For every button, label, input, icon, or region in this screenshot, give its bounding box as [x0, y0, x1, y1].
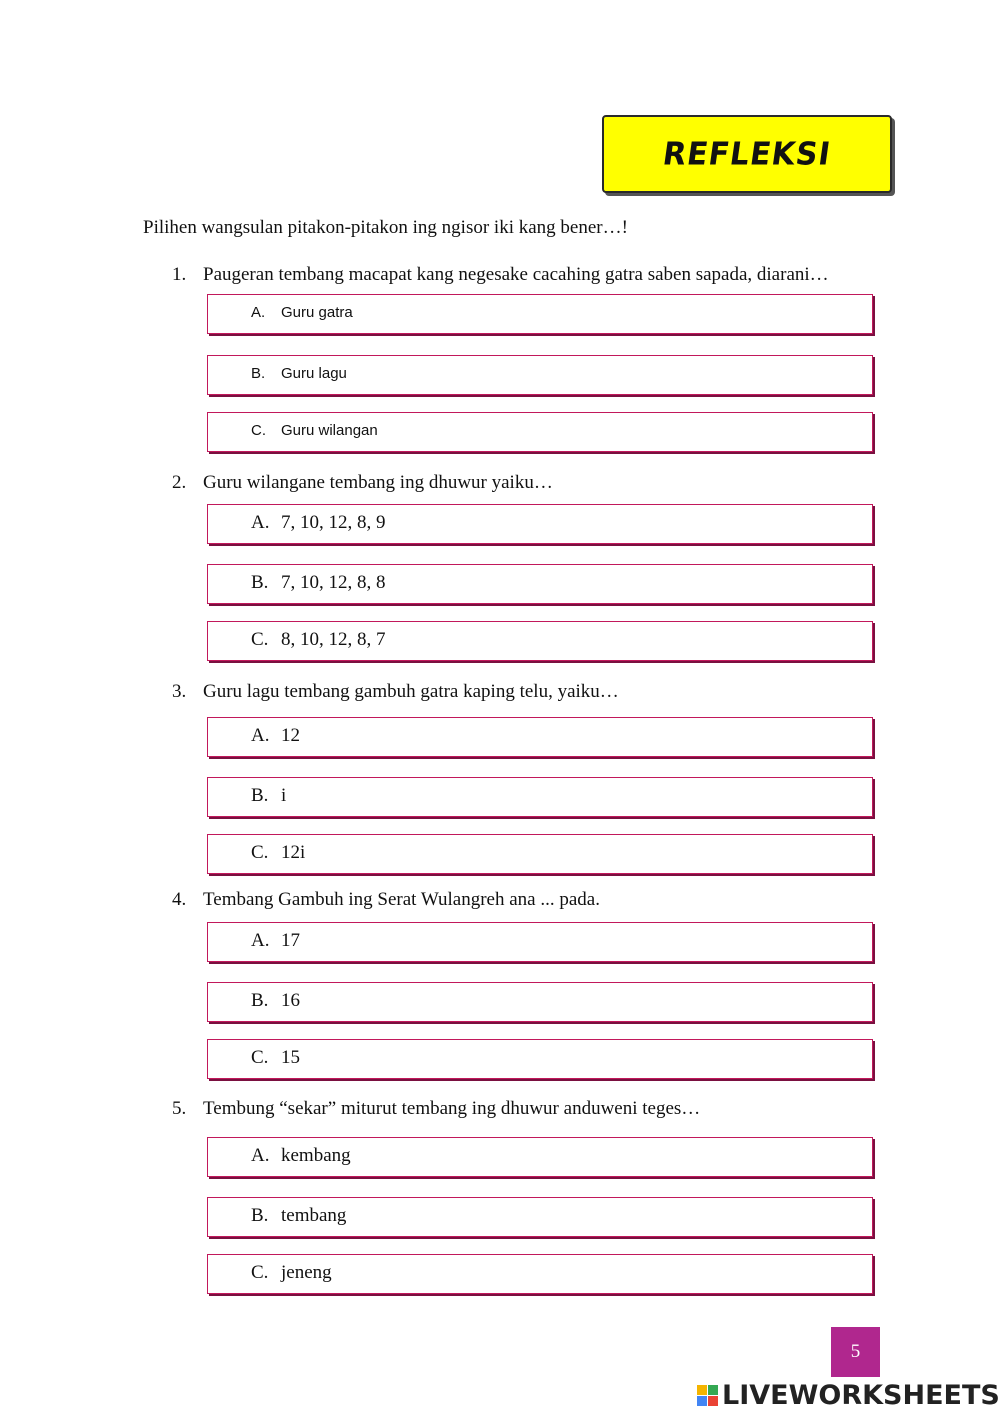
page-title: REFLEKSI	[660, 135, 834, 173]
question-text: Guru lagu tembang gambuh gatra kaping telu, yaiku…	[203, 681, 619, 702]
question-text: Tembang Gambuh ing Serat Wulangreh ana ... pada.	[203, 889, 600, 910]
option-text: tembang	[281, 1205, 347, 1226]
option-text: Guru wilangan	[281, 422, 378, 439]
option-text: 12i	[281, 842, 306, 863]
instruction-text: Pilihen wangsulan pitakon-pitakon ing ngisor iki kang bener…!	[143, 217, 628, 238]
answer-option-4a[interactable]	[207, 922, 873, 962]
question-text: Tembung “sekar” miturut tembang ing dhuwur anduweni teges…	[203, 1098, 701, 1119]
question-number: 4.	[172, 889, 187, 910]
option-text: i	[281, 785, 287, 806]
question-5	[172, 1098, 700, 1120]
option-letter: B.	[251, 572, 269, 593]
question-number: 5.	[172, 1098, 187, 1119]
option-letter: B.	[251, 785, 269, 806]
option-letter: C.	[251, 1047, 269, 1068]
answer-option-5b[interactable]	[207, 1197, 873, 1237]
option-letter: C.	[251, 1262, 269, 1283]
question-3	[172, 681, 619, 703]
page-number: 5	[831, 1327, 880, 1377]
option-text: Guru gatra	[281, 304, 353, 321]
question-4	[172, 889, 600, 911]
option-text: 8, 10, 12, 8, 7	[281, 629, 386, 650]
liveworksheets-brand[interactable]	[697, 1377, 1000, 1413]
answer-option-3b[interactable]	[207, 777, 873, 817]
logo-square	[708, 1385, 718, 1395]
option-text: jeneng	[281, 1262, 332, 1283]
option-letter: A.	[251, 512, 270, 533]
question-number: 3.	[172, 681, 187, 702]
answer-option-5c[interactable]	[207, 1254, 873, 1294]
answer-option-3c[interactable]	[207, 834, 873, 874]
option-text: Guru lagu	[281, 365, 347, 382]
answer-option-1a[interactable]	[207, 294, 873, 334]
option-text: 16	[281, 990, 300, 1011]
logo-square	[708, 1396, 718, 1406]
option-letter: B.	[251, 990, 269, 1011]
option-text: 15	[281, 1047, 300, 1068]
option-letter: A.	[251, 1145, 270, 1166]
question-1	[172, 264, 829, 286]
answer-option-2c[interactable]	[207, 621, 873, 661]
answer-option-1c[interactable]	[207, 412, 873, 452]
answer-option-1b[interactable]	[207, 355, 873, 395]
answer-option-5a[interactable]	[207, 1137, 873, 1177]
answer-option-4b[interactable]	[207, 982, 873, 1022]
option-text: 17	[281, 930, 300, 951]
answer-option-2b[interactable]	[207, 564, 873, 604]
answer-option-3a[interactable]	[207, 717, 873, 757]
option-letter: C.	[251, 422, 266, 439]
question-text: Paugeran tembang macapat kang negesake cacahing gatra saben sapada, diarani…	[203, 264, 829, 285]
question-number: 2.	[172, 472, 187, 493]
brand-name: LIVEWORKSHEETS	[722, 1379, 1000, 1411]
question-number: 1.	[172, 264, 187, 285]
option-letter: C.	[251, 842, 269, 863]
logo-square	[697, 1396, 707, 1406]
liveworksheets-logo-icon	[697, 1385, 718, 1406]
option-text: kembang	[281, 1145, 351, 1166]
title-banner	[602, 115, 892, 193]
logo-square	[697, 1385, 707, 1395]
option-letter: C.	[251, 629, 269, 650]
answer-option-4c[interactable]	[207, 1039, 873, 1079]
option-text: 7, 10, 12, 8, 9	[281, 512, 386, 533]
question-2	[172, 472, 553, 494]
option-letter: A.	[251, 304, 266, 321]
option-letter: B.	[251, 1205, 269, 1226]
option-text: 12	[281, 725, 300, 746]
option-letter: A.	[251, 725, 270, 746]
option-letter: A.	[251, 930, 270, 951]
question-text: Guru wilangane tembang ing dhuwur yaiku…	[203, 472, 553, 493]
option-letter: B.	[251, 365, 266, 382]
option-text: 7, 10, 12, 8, 8	[281, 572, 386, 593]
answer-option-2a[interactable]	[207, 504, 873, 544]
